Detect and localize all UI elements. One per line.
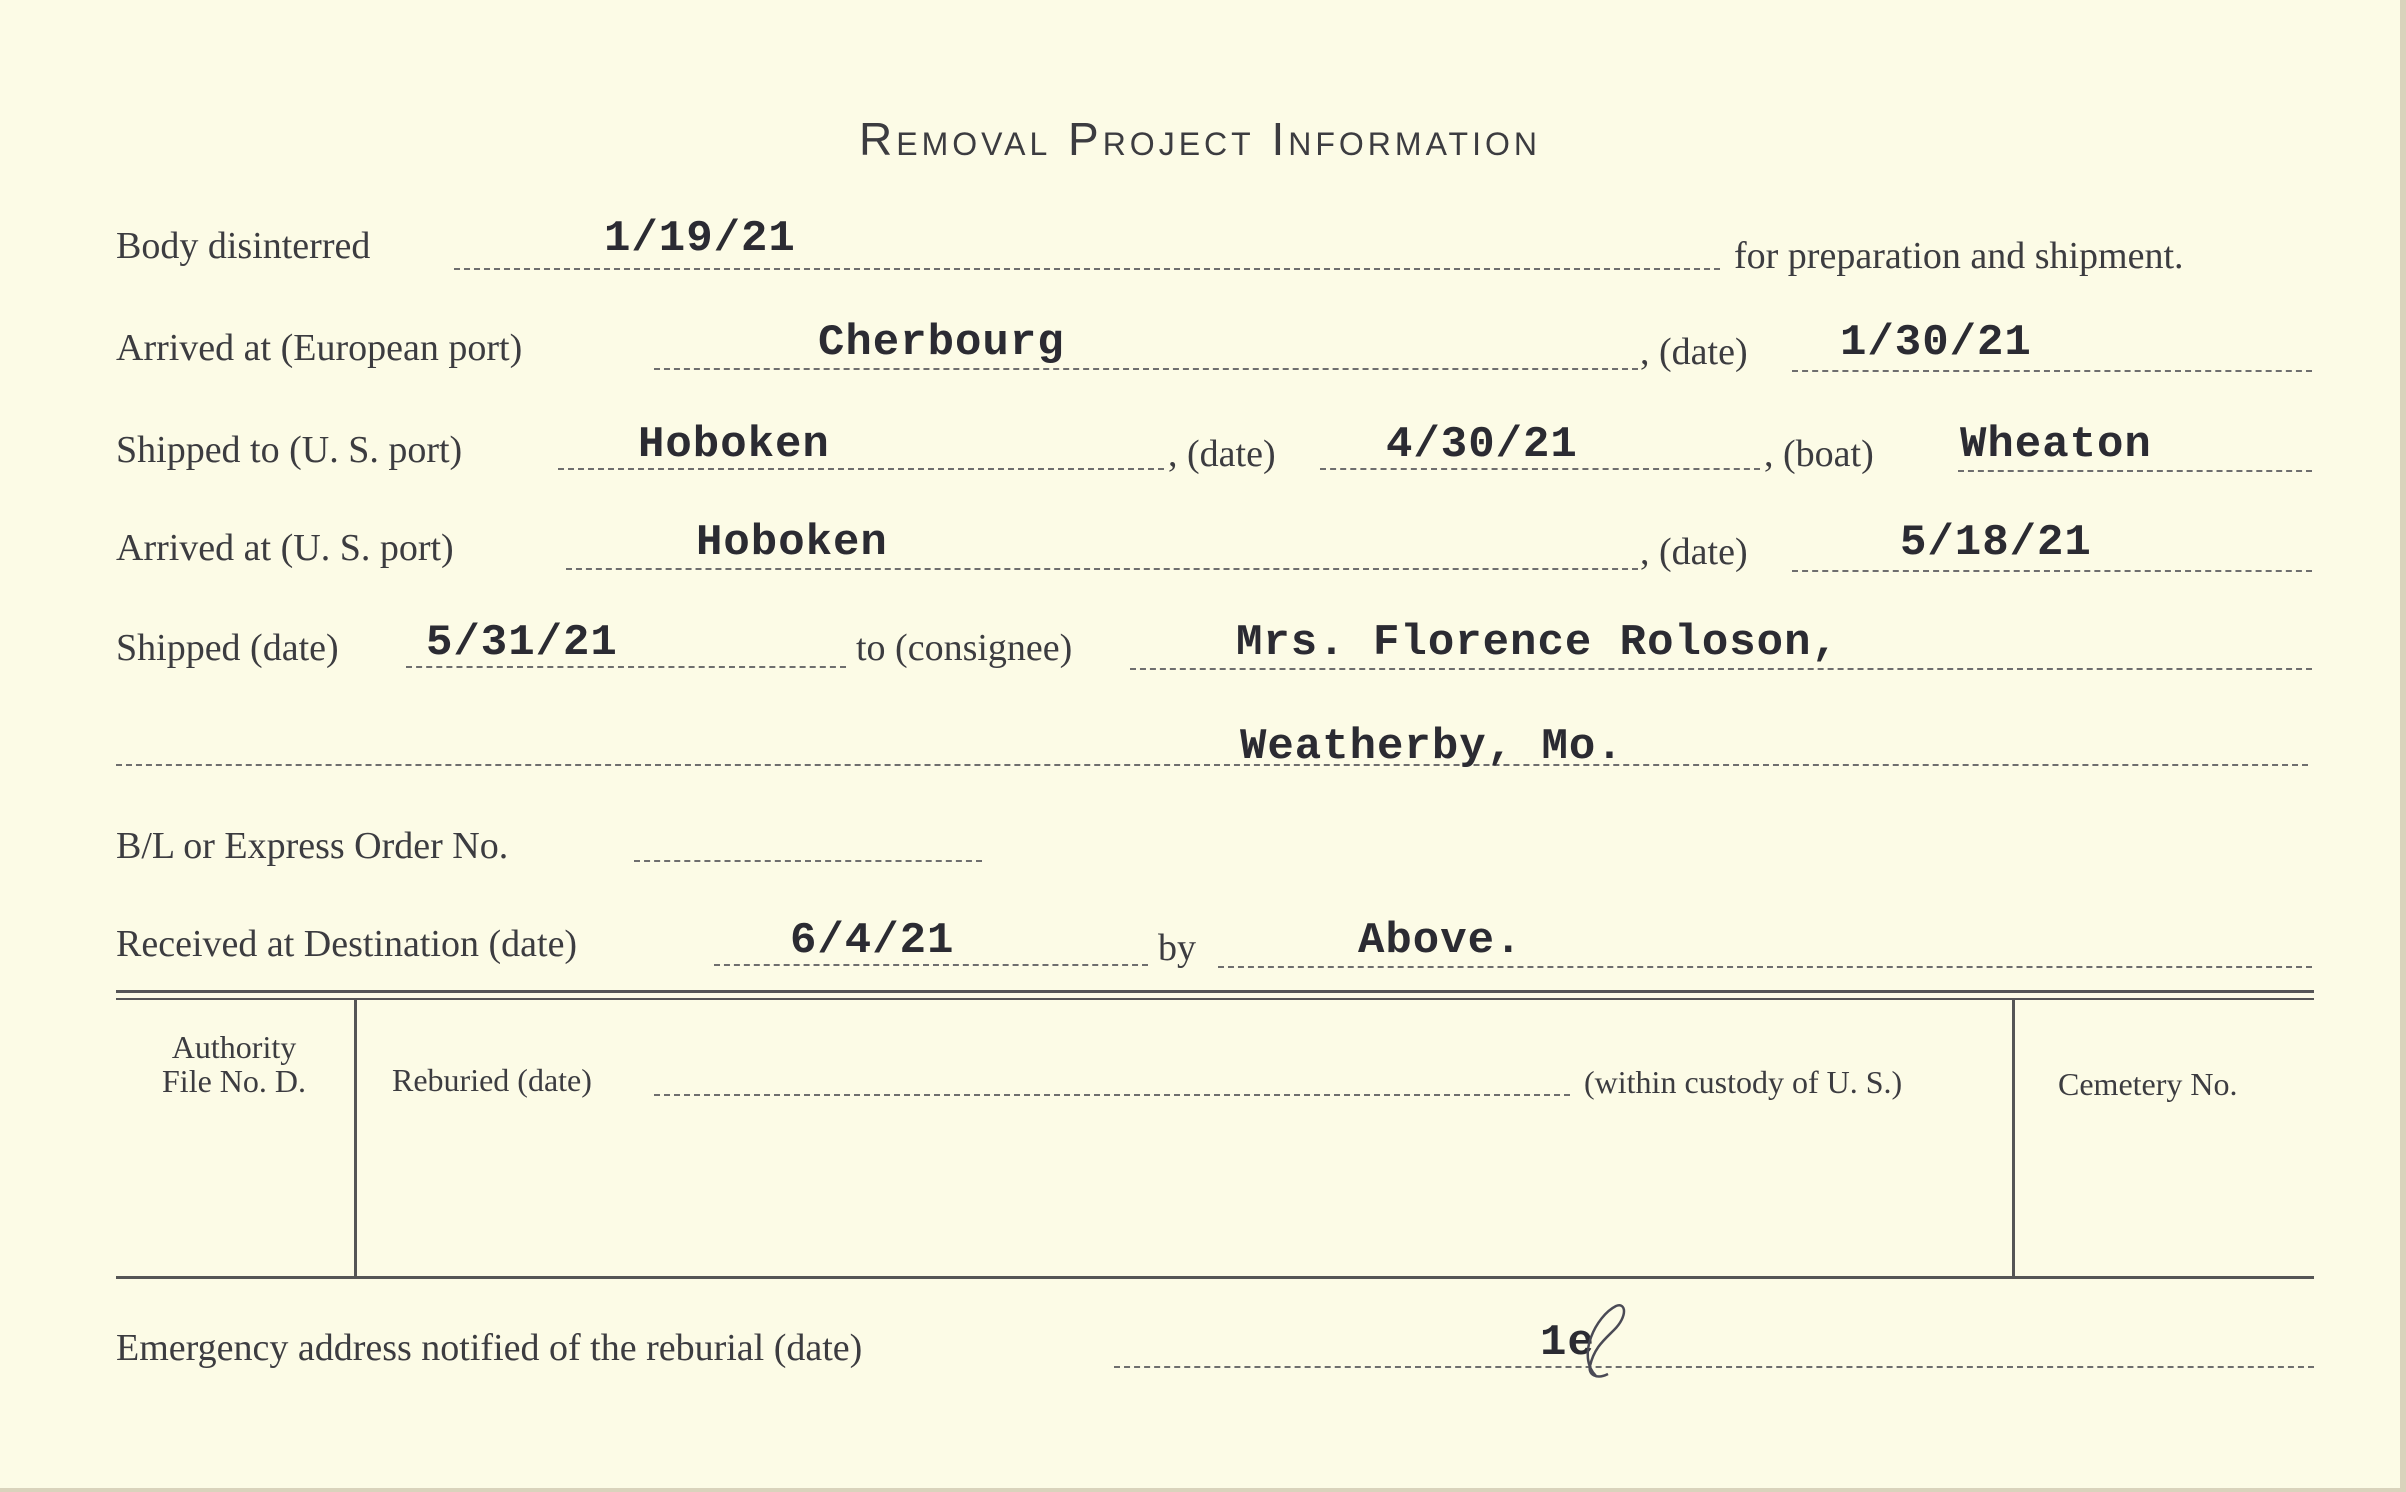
value-arrived-date[interactable]: 5/18/21 xyxy=(1900,518,2092,568)
label-by: by xyxy=(1158,927,1196,969)
label-shipped-date: Shipped (date) xyxy=(116,627,339,669)
label-reburied-date: Reburied (date) xyxy=(392,1062,592,1098)
label-cemetery-no: Cemetery No. xyxy=(2058,1066,2238,1102)
label-date-3: , (date) xyxy=(1640,531,1748,573)
value-emergency-mark[interactable]: 1e xyxy=(1540,1318,1595,1368)
line-arrived-us-port xyxy=(566,568,1638,570)
label-date-1: , (date) xyxy=(1640,331,1748,373)
handwritten-flourish-icon xyxy=(1556,1296,1646,1386)
label-arrived-european-port: Arrived at (European port) xyxy=(116,327,523,369)
label-within-custody: (within custody of U. S.) xyxy=(1584,1064,1903,1100)
line-reburied-date xyxy=(654,1094,1570,1096)
value-boat[interactable]: Wheaton xyxy=(1960,420,2152,470)
value-us-port-arrived[interactable]: Hoboken xyxy=(696,518,888,568)
value-european-port[interactable]: Cherbourg xyxy=(818,318,1065,368)
label-emergency-address: Emergency address notified of the reburial (date) xyxy=(116,1327,863,1369)
line-european-date xyxy=(1792,370,2312,372)
label-authority: Authority xyxy=(171,1029,297,1065)
label-received-destination: Received at Destination (date) xyxy=(116,923,578,965)
label-file-no: File No. D. xyxy=(162,1063,306,1099)
value-shipped-date[interactable]: 4/30/21 xyxy=(1386,420,1578,470)
value-received-by[interactable]: Above. xyxy=(1358,916,1523,966)
value-disinterred-date[interactable]: 1/19/21 xyxy=(604,214,796,264)
line-consignee-name xyxy=(1130,668,2312,670)
label-shipped-to-us-port: Shipped to (U. S. port) xyxy=(116,429,463,471)
value-consignee-name[interactable]: Mrs. Florence Roloson, xyxy=(1236,618,1839,668)
card-title: Removal Project Information xyxy=(859,113,1541,165)
label-boat: , (boat) xyxy=(1764,433,1874,475)
label-body-disinterred: Body disinterred xyxy=(116,225,371,267)
value-received-date[interactable]: 6/4/21 xyxy=(790,916,955,966)
divider-vertical-right xyxy=(2012,1000,2015,1278)
value-consignee-address[interactable]: Weatherby, Mo. xyxy=(1240,722,1624,772)
label-for-preparation: for preparation and shipment. xyxy=(1734,235,2184,277)
line-consignee-address xyxy=(116,764,2308,766)
label-arrived-us-port: Arrived at (U. S. port) xyxy=(116,527,454,569)
value-us-port-shipped[interactable]: Hoboken xyxy=(638,420,830,470)
line-received-by xyxy=(1218,966,2312,968)
line-emergency-date xyxy=(1114,1366,2314,1368)
label-date-2: , (date) xyxy=(1168,433,1276,475)
label-authority-file xyxy=(116,1030,352,1098)
line-bl-order xyxy=(634,860,982,862)
label-bl-order: B/L or Express Order No. xyxy=(116,825,509,867)
line-boat xyxy=(1958,470,2312,472)
value-shipped-consignee-date[interactable]: 5/31/21 xyxy=(426,618,618,668)
line-arrived-date xyxy=(1792,570,2312,572)
divider-bottom xyxy=(116,1276,2314,1279)
label-to-consignee: to (consignee) xyxy=(856,627,1073,669)
divider-top-1 xyxy=(116,990,2314,993)
value-european-port-date[interactable]: 1/30/21 xyxy=(1840,318,2032,368)
line-european-port xyxy=(654,368,1638,370)
divider-top-2 xyxy=(116,998,2314,1000)
divider-vertical-left xyxy=(354,1000,357,1276)
line-body-disinterred xyxy=(454,268,1720,270)
